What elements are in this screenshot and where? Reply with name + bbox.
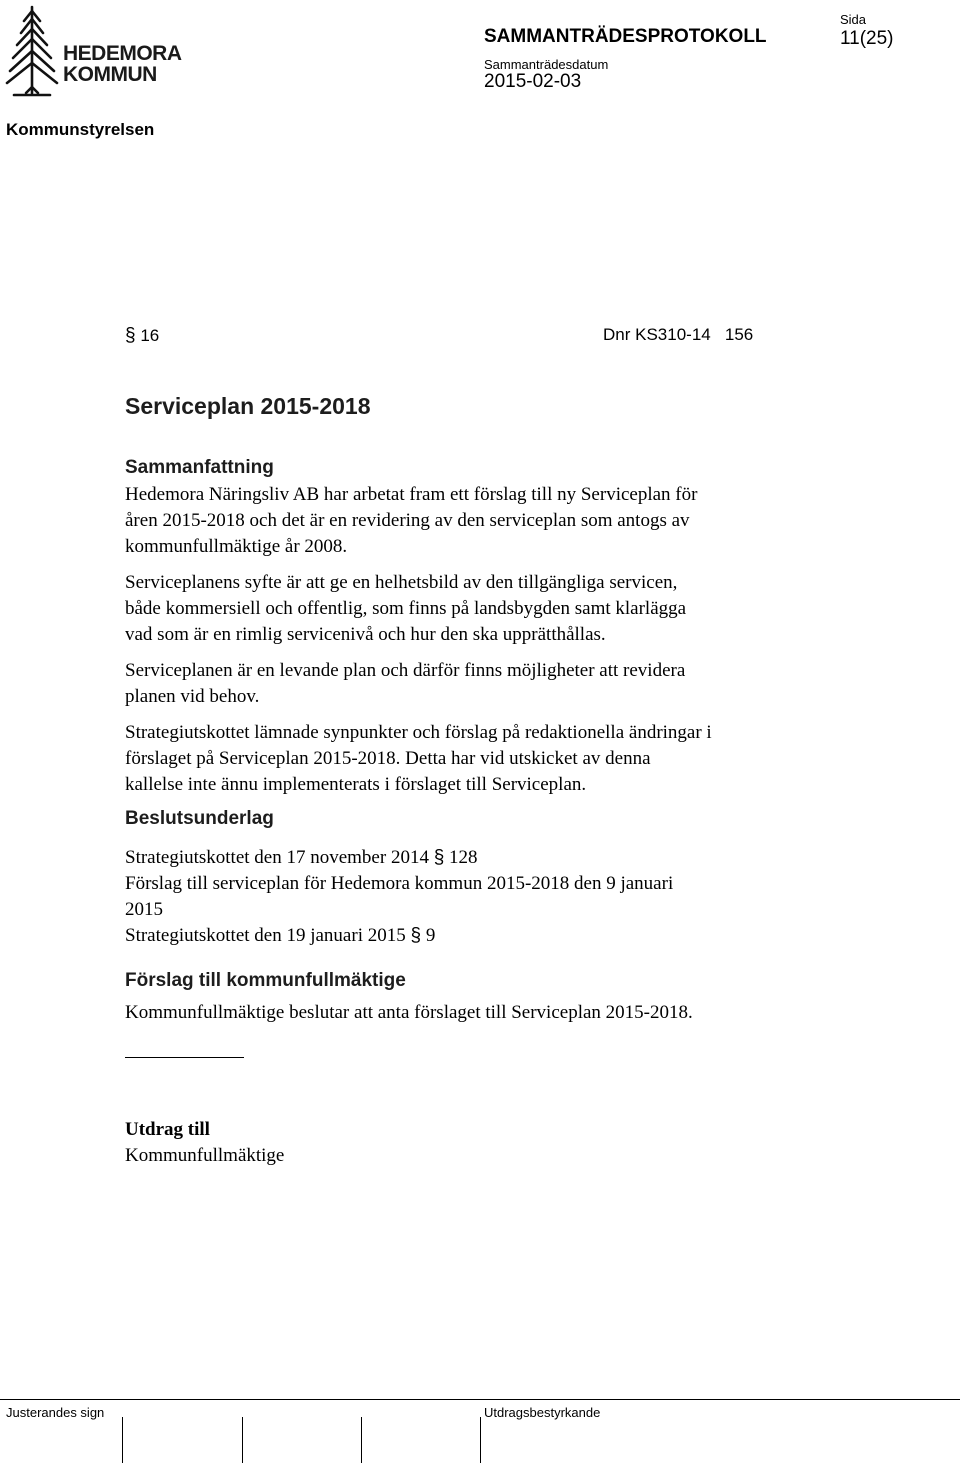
sammanfattning-paragraph-4	[125, 720, 815, 798]
case-title: Serviceplan 2015-2018	[125, 393, 371, 419]
case-number: 16	[140, 326, 160, 345]
text-line: både kommersiell och offentlig, som finns på landsbygden samt klarlägga	[125, 598, 687, 619]
footer-divider	[0, 1399, 960, 1400]
section-mark: §	[433, 847, 445, 868]
section-mark: §	[125, 325, 136, 346]
text-line: åren 2015-2018 och det är en revidering av den serviceplan som antogs av	[125, 510, 690, 531]
sammanfattning-paragraph-2	[125, 570, 815, 648]
underlag-item: Förslag till serviceplan för Hedemora kommun 2015-2018 den 9 januari	[125, 873, 674, 894]
pine-tree-icon	[4, 3, 60, 98]
text-line: planen vid behov.	[125, 686, 260, 707]
underlag-item-continued: 2015	[125, 899, 163, 920]
text-line: vad som är en rimlig servicenivå och hur den ska upprätthållas.	[125, 624, 606, 645]
signature-footer	[0, 1399, 960, 1466]
protocol-title: SAMMANTRÄDESPROTOKOLL	[484, 26, 767, 47]
case-dnr: Dnr KS310-14 156	[603, 325, 754, 344]
text-line: kallelse inte ännu implementerats i förslaget till Serviceplan.	[125, 774, 587, 795]
text-line: kommunfullmäktige år 2008.	[125, 536, 348, 557]
case-paragraph-number	[125, 325, 159, 347]
signature-box-divider	[242, 1417, 243, 1463]
signature-box-divider	[361, 1417, 362, 1463]
sammanfattning-paragraph-3	[125, 658, 815, 710]
meeting-date: 2015-02-03	[484, 71, 582, 92]
text-line: förslaget på Serviceplan 2015-2018. Detta har vid utskicket av denna	[125, 748, 651, 769]
text-line: Strategiutskottet lämnade synpunkter och förslag på redaktionella ändringar i	[125, 722, 712, 743]
logo-text-kommun: KOMMUN	[63, 63, 157, 86]
signature-box-divider	[480, 1417, 481, 1463]
signature-box-divider	[122, 1417, 123, 1463]
hedemora-kommun-logo	[4, 3, 182, 98]
justerandes-sign-label: Justerandes sign	[6, 1405, 105, 1420]
text-line: Serviceplanen är en levande plan och därför finns möjligheter att revidera	[125, 660, 686, 681]
utdrag-heading: Utdrag till	[125, 1119, 210, 1140]
forslag-heading: Förslag till kommunfullmäktige	[125, 970, 406, 991]
underlag-item-text: Strategiutskottet den 19 januari 2015	[125, 925, 406, 946]
section-mark: §	[410, 925, 422, 946]
underlag-item-paragraph: 9	[425, 925, 436, 946]
underlag-item	[125, 845, 815, 871]
utdragsbestyrkande-label: Utdragsbestyrkande	[484, 1405, 601, 1420]
text-line: Serviceplanens syfte är att ge en helhetsbild av den tillgängliga servicen,	[125, 572, 678, 593]
underlag-item	[125, 923, 815, 949]
utdrag-block	[125, 1117, 815, 1169]
closing-rule	[125, 1057, 244, 1058]
beslutsunderlag-heading: Beslutsunderlag	[125, 808, 274, 829]
page-number: 11(25)	[840, 28, 894, 49]
sammanfattning-heading: Sammanfattning	[125, 457, 274, 478]
forslag-text	[125, 1000, 815, 1026]
underlag-item-paragraph: 128	[449, 847, 478, 868]
utdrag-recipient: Kommunfullmäktige	[125, 1145, 285, 1166]
underlag-item-text: Strategiutskottet den 17 november 2014	[125, 847, 429, 868]
meeting-date-label: Sammanträdesdatum	[484, 57, 609, 72]
text-line: Kommunfullmäktige beslutar att anta förslaget till Serviceplan 2015-2018.	[125, 1002, 693, 1023]
page-label: Sida	[840, 12, 867, 27]
logo-text-hedemora: HEDEMORA	[63, 42, 182, 65]
beslutsunderlag-list	[125, 845, 815, 949]
text-line: Hedemora Näringsliv AB har arbetat fram ett förslag till ny Serviceplan för	[125, 484, 698, 505]
sammanfattning-paragraph-1	[125, 482, 815, 560]
organ-name: Kommunstyrelsen	[6, 120, 155, 139]
